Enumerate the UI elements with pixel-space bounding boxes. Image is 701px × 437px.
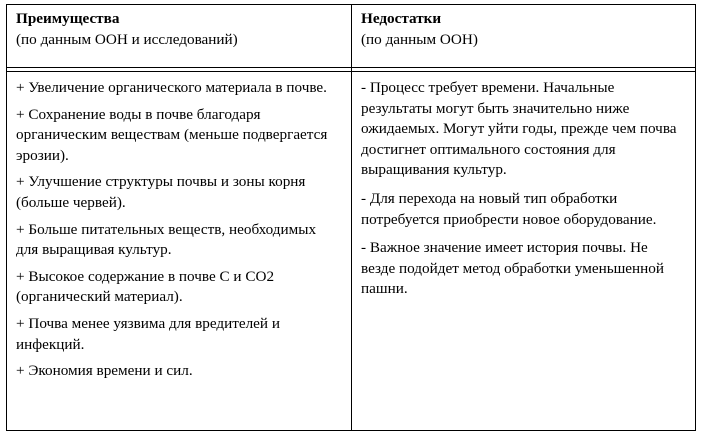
advantage-item: + Высокое содержание в почве С и СО2 (органический материал). — [16, 267, 275, 306]
advantage-item: + Почва менее уязвима для вредителей и инфекций. — [16, 314, 280, 353]
advantages-subtitle: (по данным ООН и исследований) — [16, 31, 238, 48]
body-row — [7, 72, 696, 431]
advantage-item: + Больше питательных веществ, необходимых для выращивая культур. — [16, 220, 317, 259]
advantages-header-cell — [7, 5, 352, 68]
disadvantages-list-cell — [352, 72, 696, 431]
advantages-title: Преимущества — [16, 10, 120, 27]
header-row — [7, 5, 696, 68]
disadvantage-item: - Процесс требует времени. Начальные результаты могут быть значительно ниже ожидаемых. Могут уйти годы, прежде чем почва достигнет оптимального состояния для выращивания культур. — [361, 79, 677, 179]
disadvantages-title: Недостатки — [361, 10, 442, 27]
advantage-item: + Улучшение структуры почвы и зоны корня (больше червей). — [16, 173, 306, 211]
comparison-table — [6, 4, 696, 431]
advantages-list-cell — [7, 72, 352, 431]
advantage-item: + Сохранение воды в почве благодаря органическим веществам (меньше подвергается эрозии). — [16, 105, 328, 164]
advantage-item: + Увеличение органического материала в почве. — [16, 79, 327, 96]
disadvantages-header-cell — [352, 5, 696, 68]
disadvantage-item: - Для перехода на новый тип обработки потребуется приобрести новое оборудование. — [361, 189, 657, 228]
advantage-item: + Экономия времени и сил. — [16, 362, 193, 380]
disadvantages-subtitle: (по данным ООН) — [361, 31, 478, 48]
disadvantage-item: - Важное значение имеет история почвы. Не везде подойдет метод обработки уменьшенной пашни. — [361, 239, 665, 298]
